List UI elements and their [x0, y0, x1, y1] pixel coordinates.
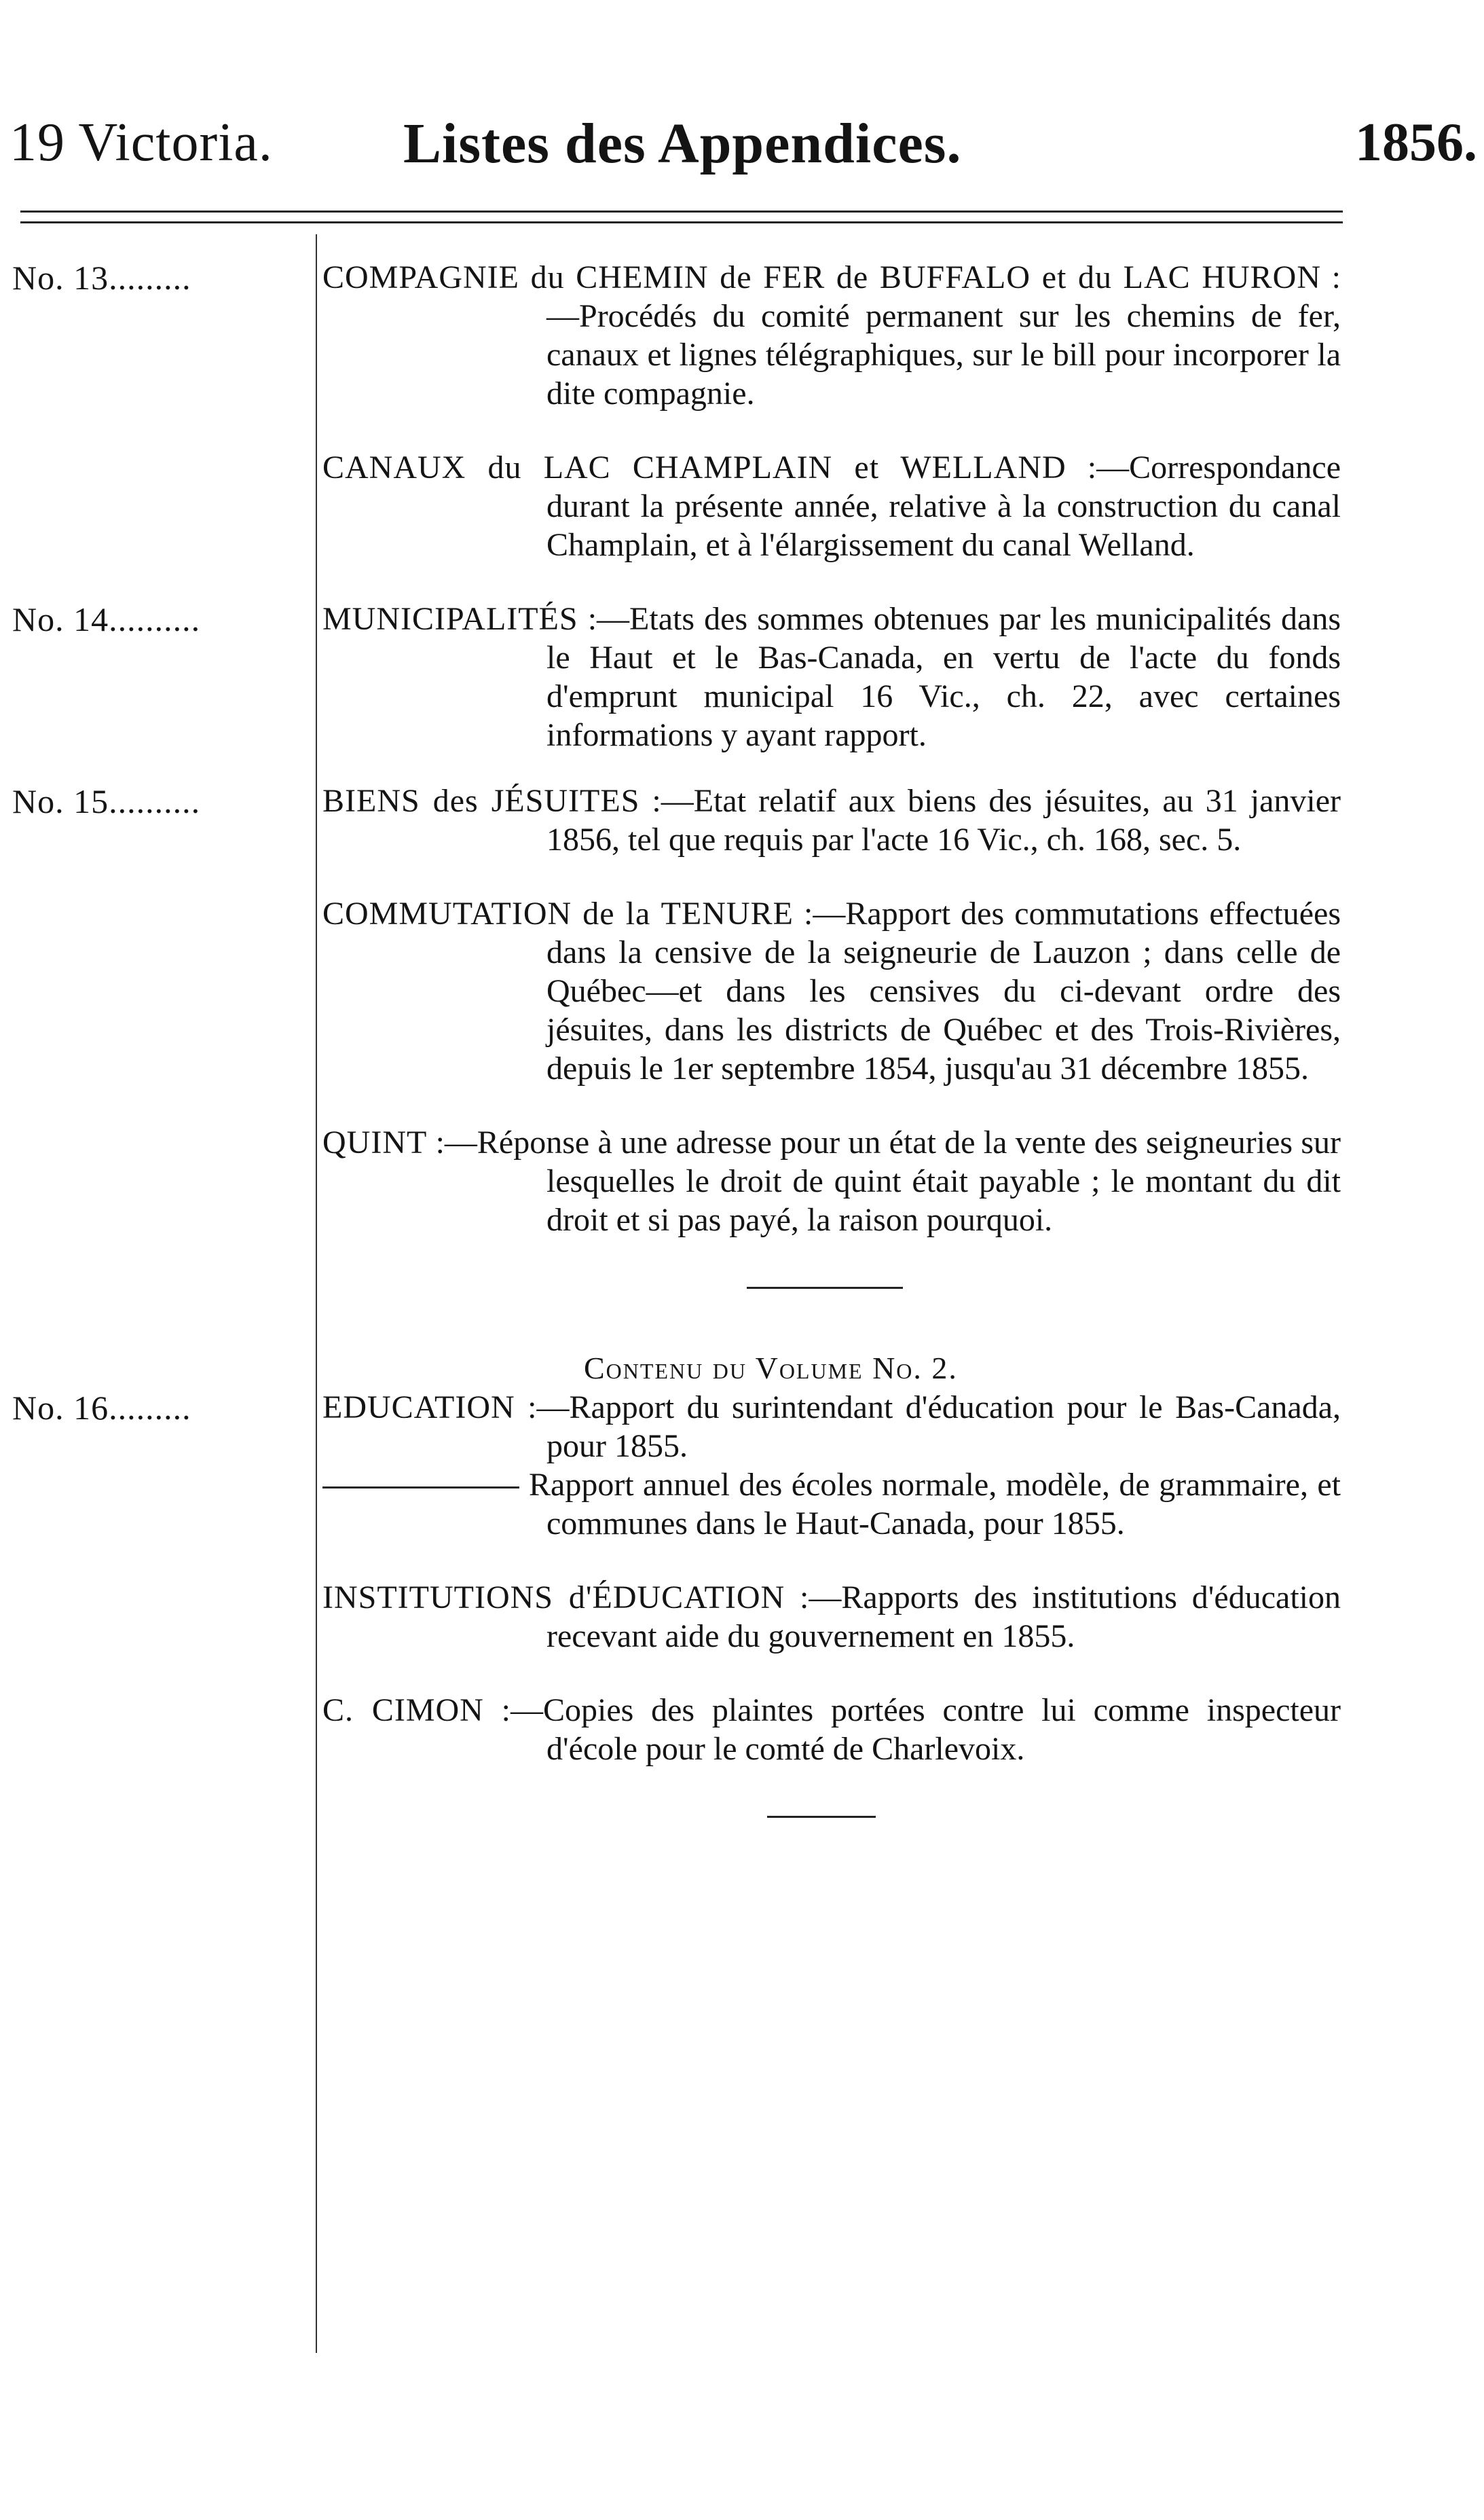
- list-item: [0, 258, 1484, 413]
- ditto-dash: [322, 1486, 519, 1489]
- appendix-number: No. 14..........: [12, 600, 201, 638]
- entry-text: :—Etats des sommes obtenues par les municipalités dans le Haut et le Bas-Canada, en vertu de l'acte du fonds d'emprunt municipal 16 Vic., ch. 22, avec certaines informations y ayant rapport.: [546, 601, 1341, 753]
- list-item: [0, 1388, 1484, 1465]
- list-item: [0, 1691, 1484, 1768]
- appendix-number: No. 15..........: [12, 782, 201, 820]
- header-regnal-year: 19 Victoria.: [10, 113, 273, 172]
- entry-heading: BIENS des JÉSUITES: [322, 783, 640, 819]
- entry-heading: INSTITUTIONS d'ÉDUCATION: [322, 1579, 785, 1615]
- header-title: Listes des Appendices.: [403, 112, 962, 175]
- appendix-entry: [322, 1691, 1341, 1768]
- entry-text: :—Etat relatif aux biens des jésuites, au 31 janvier 1856, tel que requis par l'acte 16 Vic., ch. 168, sec. 5.: [546, 783, 1341, 858]
- list-item: [0, 448, 1484, 564]
- entry-text: :—Rapport des commutations effectuées dans la censive de la seigneurie de Lauzon ; dans celle de Québec—et dans les censives du ci-devant ordre des jésuites, dans les districts de Québec et des Trois-Rivières, depuis le 1er septembre 1854, jusqu'au 31 décembre 1855.: [546, 896, 1341, 1086]
- list-item: [0, 1123, 1484, 1239]
- entry-text: :—Correspondance durant la présente année, relative à la construction du canal Champlain, et à l'élargissement du canal Welland.: [546, 450, 1341, 563]
- appendix-entry: [322, 1465, 1341, 1543]
- entry-text: :—Rapport du surintendant d'éducation pour le Bas-Canada, pour 1855.: [515, 1389, 1341, 1464]
- entry-text: :—Rapports des institutions d'éducation recevant aide du gouvernement en 1855.: [546, 1579, 1341, 1654]
- appendix-entry: [322, 894, 1341, 1088]
- list-item: [0, 782, 1484, 859]
- list-item: [0, 600, 1484, 754]
- appendix-entry: [322, 1123, 1341, 1239]
- appendix-entry: [322, 258, 1341, 413]
- appendix-entry: [322, 1388, 1341, 1465]
- list-item: [0, 1578, 1484, 1656]
- list-item: [0, 894, 1484, 1088]
- list-item: [0, 1465, 1484, 1543]
- appendix-number: No. 13.........: [12, 259, 191, 297]
- appendix-entry: [322, 448, 1341, 564]
- entry-text: Rapport annuel des écoles normale, modèle, de grammaire, et communes dans le Haut-Canada, pour 1855.: [529, 1467, 1341, 1541]
- header-rule-bottom: [20, 221, 1343, 223]
- appendix-entry: [322, 600, 1341, 754]
- appendix-entry: [322, 1578, 1341, 1656]
- section-divider: [747, 1287, 903, 1289]
- page-header: [10, 102, 1477, 183]
- entry-text: :—Copies des plaintes portées contre lui comme inspecteur d'école pour le comté de Charlevoix.: [483, 1692, 1341, 1767]
- entry-heading: C. CIMON: [322, 1692, 484, 1728]
- appendix-list: [0, 258, 1484, 1818]
- entry-heading: COMPAGNIE du CHEMIN de FER de BUFFALO et du LAC HURON: [322, 259, 1321, 295]
- appendix-entry: [322, 782, 1341, 859]
- header-rule-top: [20, 211, 1343, 213]
- entry-heading: COMMUTATION de la TENURE: [322, 896, 794, 932]
- entry-heading: MUNICIPALITÉS: [322, 601, 578, 637]
- appendix-number: No. 16.........: [12, 1389, 191, 1427]
- header-year: 1856.: [1355, 113, 1477, 172]
- entry-heading: CANAUX du LAC CHAMPLAIN et WELLAND: [322, 450, 1066, 486]
- entry-heading: QUINT: [322, 1125, 428, 1161]
- end-divider: [767, 1816, 876, 1818]
- entry-text: :—Réponse à une adresse pour un état de la vente des seigneuries sur lesquelles le droit de quint était payable ; le montant du dit droit et si pas payé, la raison pourquoi.: [427, 1125, 1341, 1238]
- section-title: Contenu du Volume No. 2.: [584, 1351, 958, 1385]
- entry-text: :—Procédés du comité permanent sur les chemins de fer, canaux et lignes télégraphiques, sur le bill pour incorporer la dite compagnie.: [546, 259, 1341, 412]
- entry-heading: EDUCATION: [322, 1389, 515, 1425]
